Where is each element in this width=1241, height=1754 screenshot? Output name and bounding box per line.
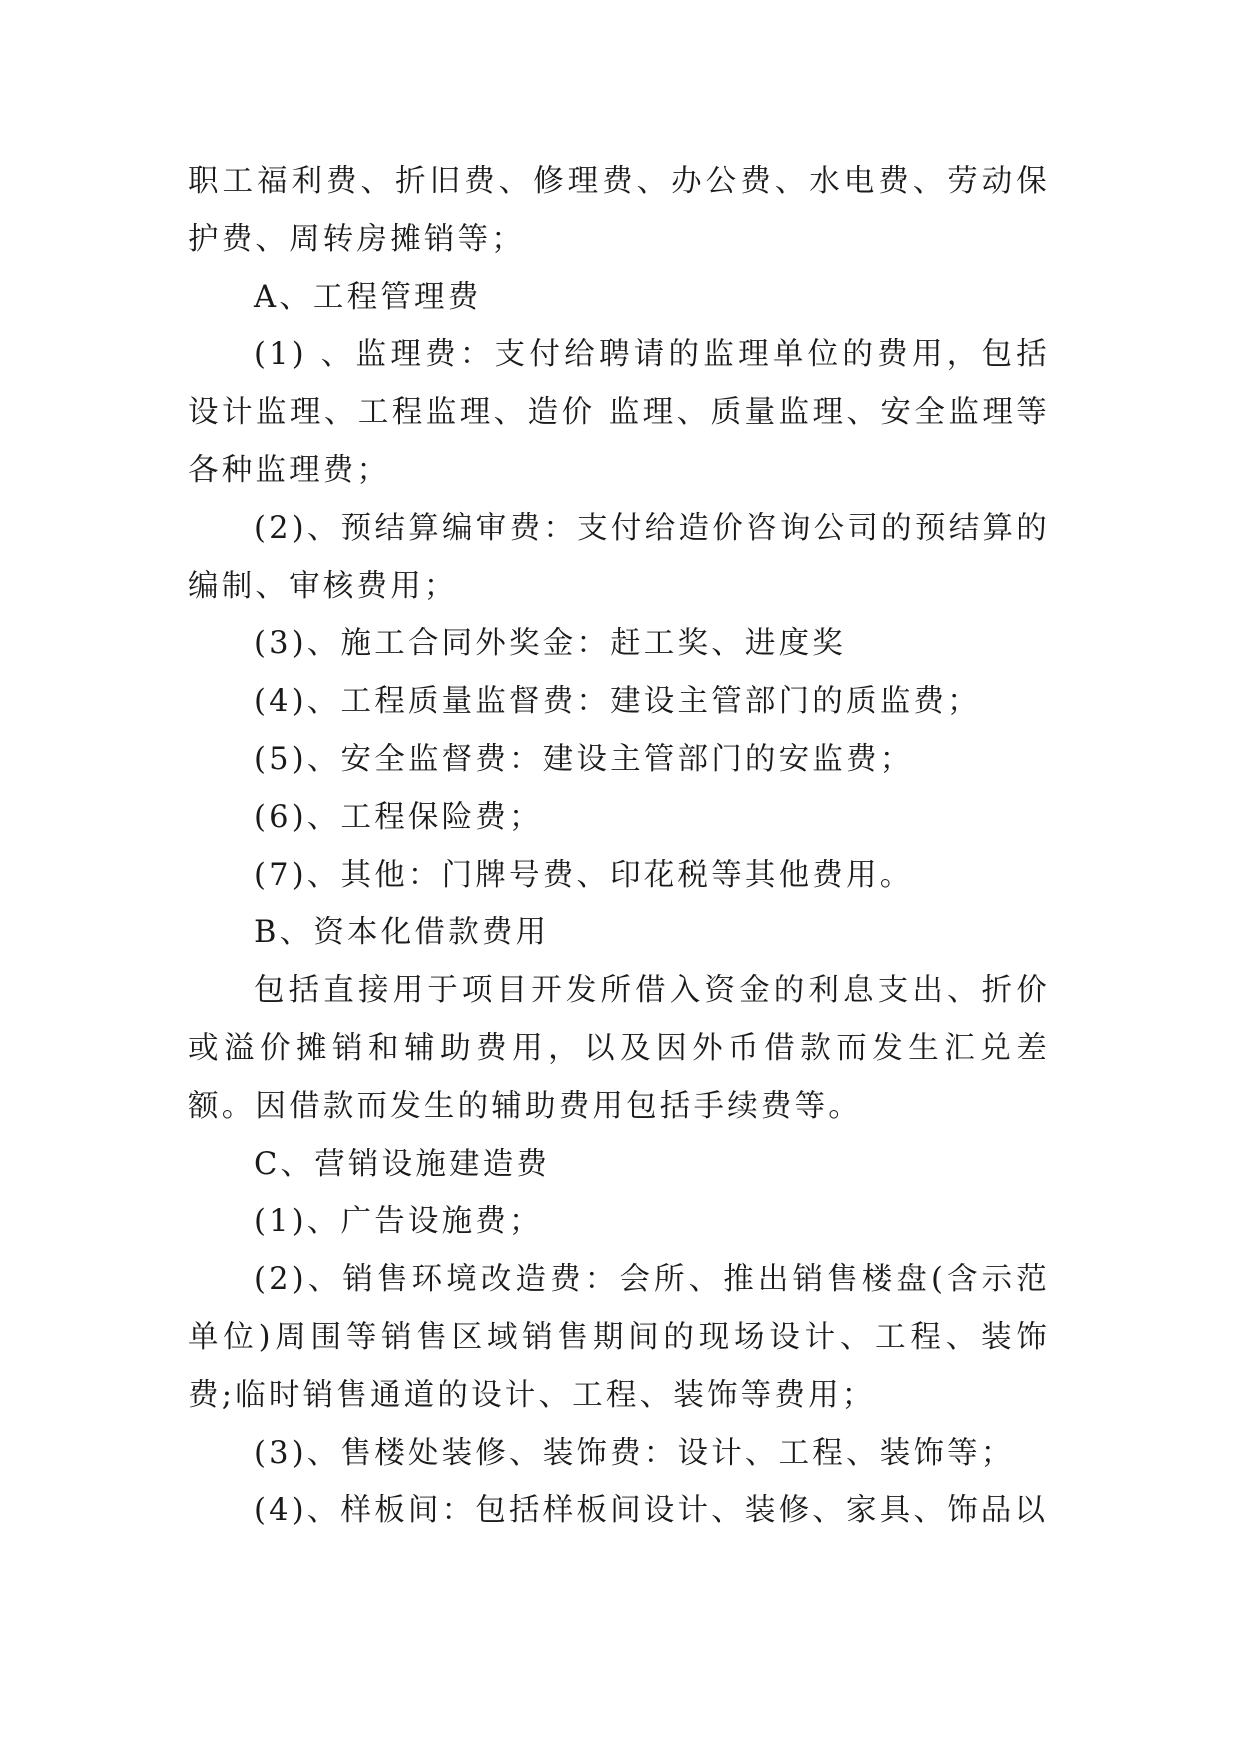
- paragraph-welfare-costs: 职工福利费、折旧费、修理费、办公费、水电费、劳动保护费、周转房摊销等；: [188, 164, 1050, 257]
- item-advertising-facilities: (1)、广告设施费；: [254, 1204, 543, 1240]
- item-budget-review-fee: (2)、预结算编审费：支付给造价咨询公司的预结算的编制、审核费用；: [188, 510, 1050, 604]
- heading-b-capitalized-borrowing: B、资本化借款费用: [254, 915, 550, 951]
- item-supervision-fee: (1) 、监理费：支付给聘请的监理单位的费用，包括设计监理、工程监理、造价 监理、质量监理、安全监理等各种监理费；: [188, 337, 1050, 488]
- heading-c-marketing-facilities: C、营销设施建造费: [254, 1146, 551, 1182]
- item-bonus: (3)、施工合同外奖金：赶工奖、进度奖: [254, 626, 847, 662]
- paragraph-borrowing-details: 包括直接用于项目开发所借入资金的利息支出、折价或溢价摊销和辅助费用，以及因外币借款而发生汇兑差额。因借款而发生的辅助费用包括手续费等。: [188, 973, 1050, 1124]
- heading-a-engineering-management: A、工程管理费: [254, 279, 482, 315]
- item-model-room: (4)、样板间：包括样板间设计、装修、家具、饰品以: [254, 1493, 1049, 1529]
- item-other-fees: (7)、其他：门牌号费、印花税等其他费用。: [254, 857, 914, 893]
- item-sales-office-decoration: (3)、售楼处装修、装饰费：设计、工程、装饰等；: [254, 1435, 1015, 1471]
- item-safety-supervision-fee: (5)、安全监督费：建设主管部门的安监费；: [254, 741, 914, 777]
- item-insurance-fee: (6)、工程保险费；: [254, 799, 543, 835]
- item-quality-supervision-fee: (4)、工程质量监督费：建设主管部门的质监费；: [254, 684, 981, 720]
- document-body: [188, 153, 1050, 1540]
- item-sales-environment: (2)、销售环境改造费：会所、推出销售楼盘(含示范单位)周围等销售区域销售期间的现场设计、工程、装饰费;临时销售通道的设计、工程、装饰等费用；: [188, 1262, 1050, 1413]
